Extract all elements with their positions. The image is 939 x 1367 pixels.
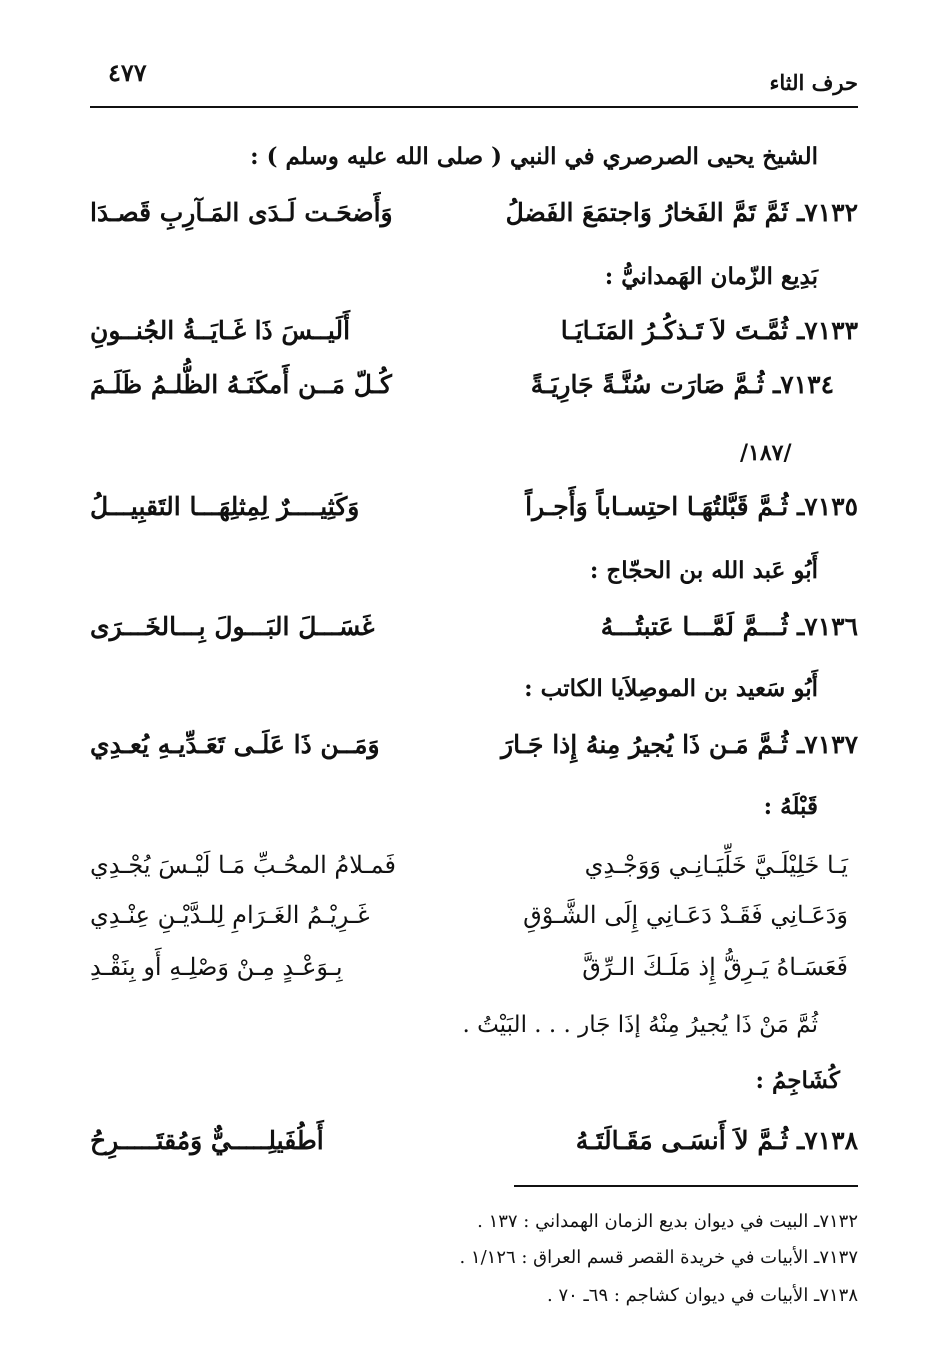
- verse-first-hemistich: ٧١٣٢ـ ثَمَّ تَمَّ الفَخارُ وَاجتمَعَ الفَضلُ: [505, 198, 858, 227]
- intro-line-qablahu: [90, 782, 858, 832]
- footnote-text: ٧١٣٢ـ البيت في ديوان بديع الزمان الهمداني : ١٣٧ .: [477, 1211, 858, 1232]
- footnote-divider: [514, 1185, 858, 1187]
- verse-7138: [90, 1116, 858, 1166]
- verse-7133: [90, 306, 858, 356]
- manuscript-folio-marker-line: [90, 428, 858, 478]
- verse-first-hemistich: ٧١٣٤ـ ثُـمَّ صَارَت سُنَّـةً جَارِيَـةً: [530, 370, 834, 399]
- verse-second-hemistich: أَطُفَيلِـــــيٌّ وَمُقتَـــــرِحُ: [90, 1126, 324, 1155]
- intro-text: بَدِيع الزّمان الهَمدانيُّ :: [604, 263, 818, 290]
- quoted-verse-1: [90, 840, 858, 890]
- verse-first-hemistich: ٧١٣٦ـ ثُـــمَّ لَمَّـــا عَتبتُـــهُ: [600, 612, 858, 641]
- header-divider: [90, 106, 858, 108]
- verse-second-hemistich: كُـلّ مَــن أَمكَنَـهُ الظُّلـمُ ظَلَـمَ: [90, 370, 392, 399]
- intro-text: أَبُو عَبد الله بن الحجّاج :: [589, 557, 818, 584]
- intro-line-hajjaj: [90, 546, 858, 596]
- footnote-text: ٧١٣٧ـ الأبيات في خريدة القصر قسم العراق : ١/١٢٦ .: [459, 1247, 858, 1268]
- verse-first-hemistich: يَـا خَلِيْلَـيَّ خَلِّيَـانِـي وَوَجْـدِي: [584, 851, 848, 879]
- verse-first-hemistich: ٧١٣٨ـ ثُـمَّ لاَ أَنسَـى مَقَـالَتَـهُ: [575, 1126, 858, 1155]
- verse-second-hemistich: وَأَضحَـت لَـدَى المَـآرِبِ قَصـدَا: [90, 198, 393, 227]
- verse-second-hemistich: أَلَيــسَ ذَا غَـايَــةُ الجُنــونِ: [90, 316, 351, 345]
- verse-second-hemistich: وَمَــن ذَا عَلَـى تَعَـدِّيـهِ يُعـدِي: [90, 730, 380, 759]
- folio-marker: /١٨٧/: [740, 440, 792, 466]
- intro-line-sarsari: [90, 132, 858, 182]
- verse-first-hemistich: ٧١٣٥ـ ثُـمَّ قَبَّلتُهَـا احتِسـاباً وَأَجـراً: [525, 492, 858, 521]
- verse-second-hemistich: بِـوَعْـدٍ مِـنْ وَصْلِـهِ أَو بِنَقْـدِ: [90, 953, 343, 981]
- quoted-verse-3: [90, 942, 858, 992]
- verse-7134: [90, 360, 858, 410]
- intro-text: ثُمَّ مَنْ ذَا يُجيرُ مِنْهُ إذَا جَار . . . البَيْتُ .: [462, 1012, 818, 1038]
- verse-first-hemistich: ٧١٣٣ـ ثُمَّـتَ لاَ تَـذكُـرُ المَنَـايَـا: [560, 316, 858, 345]
- verse-second-hemistich: غَسَـــلَ البَـــولَ بِـــالخَـــرَى: [90, 612, 375, 641]
- footnote-7137: [90, 1240, 858, 1276]
- verse-second-hemistich: فَمـلامُ المحُـبِّ مَـا لَيْـسَ يُجْـدِي: [90, 851, 396, 879]
- verse-first-hemistich: ٧١٣٧ـ ثُـمَّ مَـن ذَا يُجيرُ مِنهُ إِذا جَـارَ: [501, 730, 858, 759]
- intro-text: أَبُو سَعيد بن الموصِلاَيا الكاتب :: [524, 675, 818, 702]
- intro-line-kushajim: [90, 1056, 858, 1106]
- verse-7137: [90, 720, 858, 770]
- verse-7136: [90, 602, 858, 652]
- intro-text: كُشَاجِمُ :: [755, 1067, 840, 1094]
- verse-first-hemistich: فَعَسَـاهُ يَـرِقُّ إِذ مَلَـكَ الـرِّقَّ: [582, 953, 848, 981]
- verse-7132: [90, 188, 858, 238]
- footnote-text: ٧١٣٨ـ الأبيات في ديوان كشاجم : ٦٩ـ ٧٠ .: [547, 1285, 858, 1306]
- intro-text: الشيخ يحيى الصرصري في النبي ( صلى الله عليه وسلم ) :: [250, 143, 818, 170]
- intro-line-hamadhani: [90, 252, 858, 302]
- quoted-verse-2: [90, 890, 858, 940]
- page-number: ٤٧٧: [108, 58, 147, 87]
- footnote-7138: [90, 1278, 858, 1314]
- chapter-title: حرف الثاء: [769, 70, 858, 95]
- intro-text: قَبْلَهُ :: [763, 793, 818, 820]
- page-header: [90, 52, 858, 96]
- verse-second-hemistich: وَكَثِيــــرٌ لِمِثلِهَـــا التَقبِيـــلُ: [90, 492, 360, 521]
- verse-second-hemistich: غَـرِيْـمُ الغَـرَامِ لِلـدَّيْـنِ عِنْـدِي: [90, 901, 370, 929]
- verse-reference-line: [90, 1000, 858, 1050]
- verse-first-hemistich: وَدَعَـانِي فَقَـدْ دَعَـانِي إِلَى الشَّـوْقِ: [523, 901, 848, 929]
- intro-line-mawsilaya: [90, 664, 858, 714]
- verse-7135: [90, 482, 858, 532]
- footnote-7132: [90, 1204, 858, 1240]
